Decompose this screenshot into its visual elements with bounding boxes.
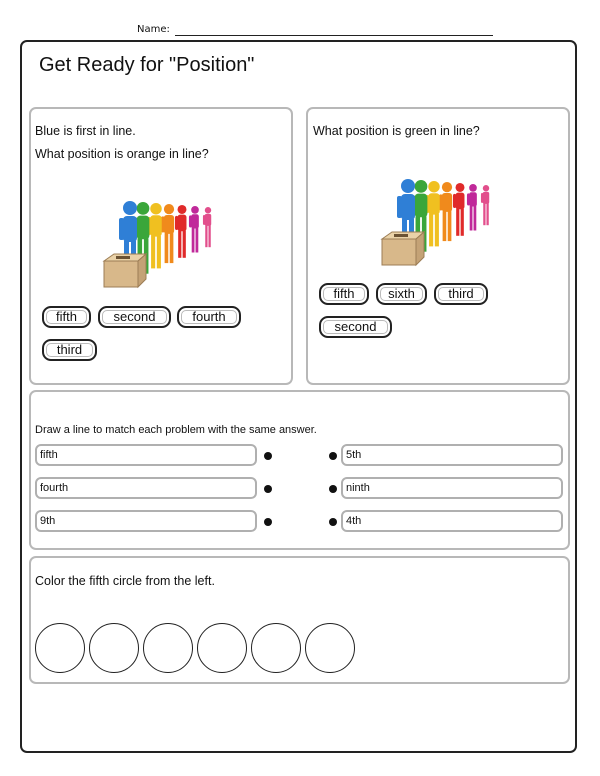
match-right-dot-2[interactable] bbox=[329, 485, 337, 493]
match-left-3: 9th bbox=[35, 510, 257, 532]
circle-5[interactable] bbox=[251, 623, 301, 673]
circle-2[interactable] bbox=[89, 623, 139, 673]
person-figure bbox=[189, 206, 199, 253]
match-left-dot-1[interactable] bbox=[264, 452, 272, 460]
problem-1-line-1: Blue is first in line. bbox=[35, 124, 136, 138]
match-right-1: 5th bbox=[341, 444, 563, 466]
problem-1-choice-third[interactable]: third bbox=[42, 339, 97, 361]
person-figure bbox=[453, 183, 465, 236]
coloring-instruction: Color the fifth circle from the left. bbox=[35, 574, 215, 588]
match-left-dot-3[interactable] bbox=[264, 518, 272, 526]
matching-instruction: Draw a line to match each problem with the same answer. bbox=[35, 424, 317, 436]
match-left-dot-2[interactable] bbox=[264, 485, 272, 493]
problem-1-choice-fourth[interactable]: fourth bbox=[177, 306, 241, 328]
match-left-2: fourth bbox=[35, 477, 257, 499]
problem-1-choice-fifth[interactable]: fifth bbox=[42, 306, 91, 328]
circle-3[interactable] bbox=[143, 623, 193, 673]
name-label: Name: bbox=[137, 24, 170, 35]
person-figure bbox=[439, 182, 452, 241]
problem-1-line-2: What position is orange in line? bbox=[35, 147, 209, 161]
ballot-box bbox=[382, 232, 424, 265]
page-title: Get Ready for "Position" bbox=[39, 54, 255, 76]
ballot-box bbox=[104, 254, 146, 287]
circle-1[interactable] bbox=[35, 623, 85, 673]
circle-6[interactable] bbox=[305, 623, 355, 673]
match-right-dot-3[interactable] bbox=[329, 518, 337, 526]
match-right-3: 4th bbox=[341, 510, 563, 532]
people-in-line-image-2 bbox=[380, 175, 498, 269]
problem-1-choice-second[interactable]: second bbox=[98, 306, 171, 328]
match-right-dot-1[interactable] bbox=[329, 452, 337, 460]
circle-4[interactable] bbox=[197, 623, 247, 673]
problem-2-choice-third[interactable]: third bbox=[434, 283, 488, 305]
name-field[interactable] bbox=[175, 35, 493, 36]
person-figure bbox=[161, 204, 174, 263]
match-left-1: fifth bbox=[35, 444, 257, 466]
person-figure bbox=[203, 207, 211, 247]
person-figure bbox=[175, 205, 187, 258]
problem-2-choice-sixth[interactable]: sixth bbox=[376, 283, 427, 305]
people-in-line-image-1 bbox=[102, 197, 220, 291]
problem-2-question: What position is green in line? bbox=[313, 124, 480, 138]
person-figure bbox=[467, 184, 477, 231]
problem-2-choice-fifth[interactable]: fifth bbox=[319, 283, 369, 305]
problem-2-choice-second[interactable]: second bbox=[319, 316, 392, 338]
person-figure bbox=[481, 185, 489, 225]
match-right-2: ninth bbox=[341, 477, 563, 499]
